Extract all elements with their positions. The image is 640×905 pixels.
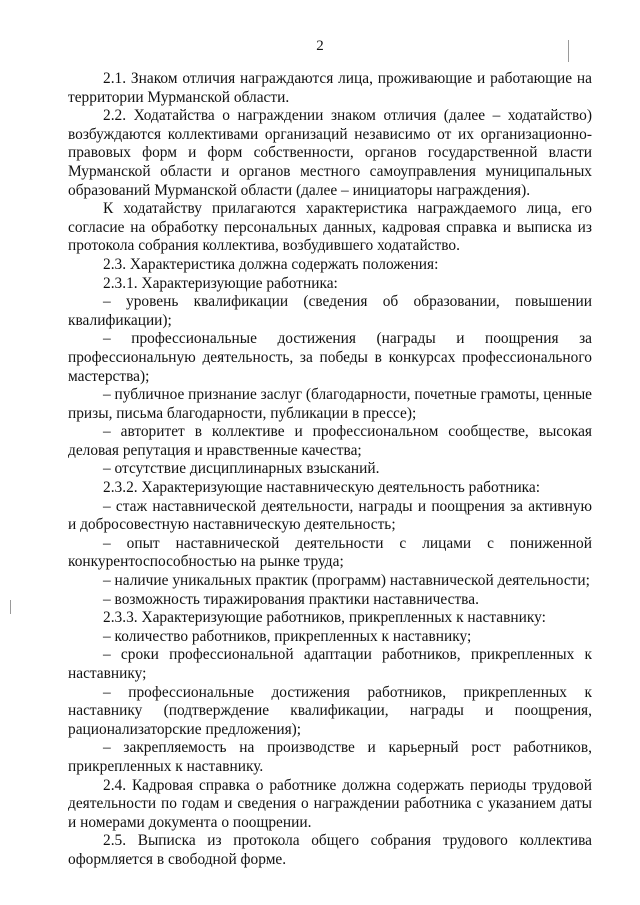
list-item: – стаж наставнической деятельности, награды и поощрения за активную и добросовестную наставническую деятельность;: [68, 497, 592, 534]
list-item: – профессиональные достижения (награды и поощрения за профессиональную деятельность, за победы в конкурсах профессионального мастерства);: [68, 330, 592, 385]
document-body: [68, 70, 592, 870]
paragraph: 2.3.3. Характеризующие работников, прикрепленных к наставнику:: [103, 609, 546, 627]
list-item: – уровень квалификации (сведения об образовании, повышении квалификации);: [68, 293, 592, 329]
scan-artifact: [568, 40, 569, 62]
paragraph: 2.3. Характеристика должна содержать положения:: [103, 255, 439, 273]
list-item: – сроки профессиональной адаптации работников, прикрепленных к наставнику;: [68, 646, 592, 682]
list-item: – наличие уникальных практик (программ) наставнической деятельности;: [103, 572, 590, 590]
list-item: – количество работников, прикрепленных к наставнику;: [103, 627, 472, 645]
list-item: – возможность тиражирования практики наставничества.: [103, 590, 479, 608]
scan-artifact: [10, 600, 11, 614]
paragraph: К ходатайству прилагаются характеристика награждаемого лица, его согласие на обработку персональных данных, кадровая справка и выписка из протокола собрания коллектива, возбудившего ходатайство.: [68, 200, 592, 255]
list-item: – закрепляемость на производстве и карьерный рост работников, прикрепленных к наставнику.: [68, 739, 592, 775]
list-item: – профессиональные достижения работников, прикрепленных к наставнику (подтверждение квалификации, награды и поощрения, рационализаторские предложения);: [68, 683, 592, 738]
paragraph: 2.4. Кадровая справка о работнике должна содержать периоды трудовой деятельности по годам и сведения о награждении работника с указанием даты и номерами документа о поощрении.: [68, 776, 592, 831]
list-item: – публичное признание заслуг (благодарности, почетные грамоты, ценные призы, письма благодарности, публикации в прессе);: [68, 386, 592, 422]
paragraph: 2.5. Выписка из протокола общего собрания трудового коллектива оформляется в свободной форме.: [68, 832, 592, 868]
list-item: – авторитет в коллективе и профессиональном сообществе, высокая деловая репутация и нравственные качества;: [68, 423, 592, 459]
list-item: – опыт наставнической деятельности с лицами с пониженной конкурентоспособностью на рынке труда;: [68, 534, 592, 571]
paragraph: 2.3.1. Характеризующие работника:: [103, 274, 338, 292]
paragraph: 2.1. Знаком отличия награждаются лица, проживающие и работающие на территории Мурманской области.: [68, 70, 592, 106]
list-item: – отсутствие дисциплинарных взысканий.: [103, 460, 380, 478]
page-number: 2: [316, 38, 324, 54]
paragraph: 2.3.2. Характеризующие наставническую деятельность работника:: [103, 479, 541, 497]
paragraph: 2.2. Ходатайства о награждении знаком отличия (далее – ходатайство) возбуждаются коллективами организаций независимо от их организационно-правовых форм и форм собственности, органов государственной власти Мурманской области и органов местного самоуправления муниципальных образований Мурманской области (далее – инициаторы награждения).: [68, 107, 592, 199]
